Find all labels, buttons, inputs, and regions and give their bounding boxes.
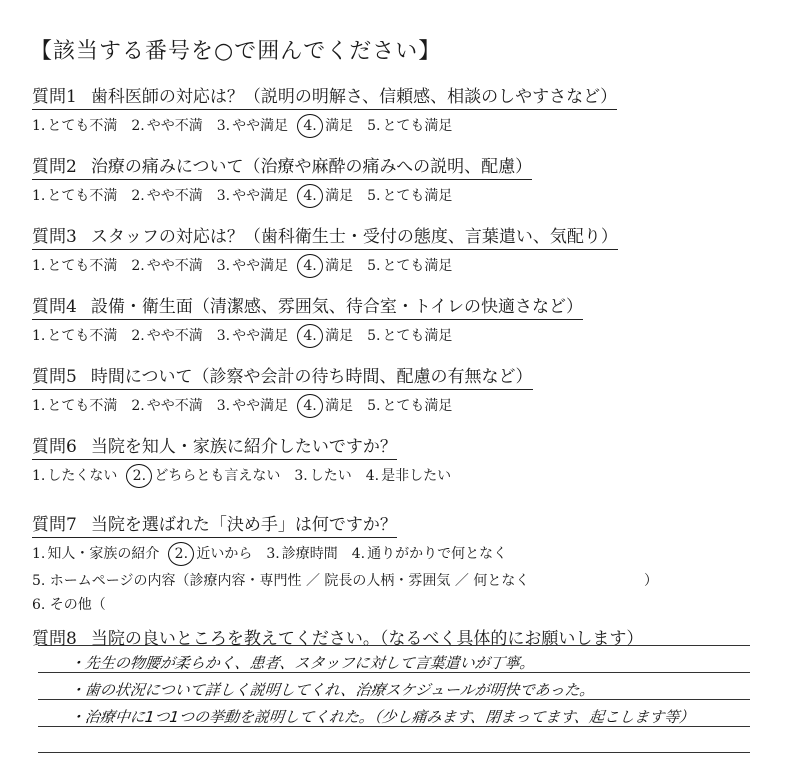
- question-5-option-2[interactable]: [131, 395, 202, 415]
- option-number: 3.: [266, 546, 280, 562]
- question-2-option-1[interactable]: [32, 185, 117, 205]
- question-1-option-4[interactable]: [302, 114, 353, 138]
- question-4-number: 質問4: [32, 297, 77, 317]
- question-5-option-3[interactable]: [217, 395, 288, 415]
- option-number: 5.: [367, 118, 381, 134]
- option-label: とても不満: [47, 398, 118, 414]
- option-label: とても不満: [47, 188, 118, 204]
- option-number: 3.: [216, 188, 231, 204]
- question-2-options: [32, 184, 532, 208]
- question-4-heading: [32, 292, 583, 320]
- option-number: 1.: [32, 398, 46, 414]
- question-6-number: 質問6: [32, 437, 77, 457]
- question-3: [32, 222, 618, 278]
- question-8-heading: [32, 624, 643, 651]
- option-label: やや満足: [232, 328, 289, 344]
- option-label: やや不満: [146, 328, 203, 344]
- option-number: 2.: [131, 258, 145, 274]
- question-6-option-4[interactable]: [366, 465, 451, 485]
- question-4-option-4[interactable]: [302, 324, 353, 348]
- question-5-text: 時間について（診察や会計の待ち時間、配慮の有無など）: [90, 367, 533, 387]
- question-2-option-2[interactable]: [131, 185, 202, 205]
- question-2-option-3[interactable]: [217, 185, 288, 205]
- option-number: 3.: [294, 468, 308, 484]
- question-3-option-4[interactable]: [302, 254, 353, 278]
- option-number: 5.: [367, 398, 381, 414]
- question-7-option-5-label: 5. ホームページの内容（診療内容・専門性 ／ 院長の人柄・雰囲気 ／ 何となく: [32, 573, 530, 589]
- question-7-option-6-label: 6. その他（: [32, 597, 106, 613]
- option-number: 3.: [216, 328, 231, 344]
- option-label: 是非したい: [381, 468, 452, 484]
- question-1-option-3[interactable]: [217, 115, 288, 135]
- circled-number: 4.: [297, 254, 323, 278]
- question-6-option-3[interactable]: [294, 465, 351, 485]
- question-2-text: 治療の痛みについて（治療や麻酔の痛みへの説明、配慮）: [90, 157, 533, 177]
- option-label: とても満足: [382, 328, 453, 344]
- question-5-option-5[interactable]: [367, 395, 452, 415]
- question-6-heading: [32, 432, 397, 460]
- question-7-option-5[interactable]: [32, 570, 658, 590]
- question-7-option-5-close: ）: [644, 573, 658, 589]
- option-number: 5.: [367, 188, 381, 204]
- question-5-heading: [32, 362, 533, 390]
- option-number: 5.: [367, 258, 381, 274]
- question-2: [32, 152, 532, 208]
- option-number: 4.: [365, 468, 380, 484]
- option-number: 4.: [351, 546, 366, 562]
- question-1-number: 質問1: [32, 87, 77, 107]
- circled-number: 4.: [297, 114, 323, 138]
- option-label: やや満足: [232, 118, 289, 134]
- option-label: やや不満: [146, 188, 203, 204]
- question-7-text: 当院を選ばれた「決め手」は何ですか？: [90, 515, 397, 535]
- question-5-option-1[interactable]: [32, 395, 117, 415]
- option-label: とても満足: [382, 258, 453, 274]
- option-label: 近いから: [196, 546, 253, 562]
- option-number: 2.: [131, 188, 145, 204]
- question-2-number: 質問2: [32, 157, 77, 177]
- answer-line-3: ・治療中に1つ1つの挙動を説明してくれた。（少し痛みます、閉まってます、起こします等）: [69, 708, 696, 726]
- question-1-text: 歯科医師の対応は？（説明の明解さ、信頼感、相談のしやすさなど）: [90, 87, 618, 107]
- option-label: 満足: [325, 258, 354, 274]
- option-label: やや不満: [146, 118, 203, 134]
- option-number: 1.: [32, 328, 46, 344]
- question-1: [32, 82, 617, 138]
- option-number: 2.: [131, 328, 145, 344]
- answer-line-2: ・歯の状況について詳しく説明してくれ、治療スケジュールが明快であった。: [69, 681, 596, 699]
- question-4-options: [32, 324, 583, 348]
- question-7-option-4[interactable]: [352, 543, 507, 563]
- question-6-text: 当院を知人・家族に紹介したいですか？: [90, 437, 397, 457]
- option-number: 2.: [131, 118, 145, 134]
- question-3-option-2[interactable]: [131, 255, 202, 275]
- option-label: 診療時間: [281, 546, 338, 562]
- question-4: [32, 292, 583, 348]
- circled-number: 2.: [126, 464, 152, 488]
- question-7-option-6[interactable]: [32, 594, 529, 614]
- question-1-options: [32, 114, 617, 138]
- question-6-option-2[interactable]: [131, 464, 280, 488]
- option-label: したくない: [47, 468, 118, 484]
- option-number: 1.: [32, 118, 46, 134]
- question-7-option-2[interactable]: [173, 542, 252, 566]
- answer-rule: [38, 645, 750, 646]
- option-number: 1.: [32, 188, 46, 204]
- option-label: とても不満: [47, 118, 118, 134]
- option-label: どちらとも言えない: [154, 468, 281, 484]
- question-4-option-5[interactable]: [367, 325, 452, 345]
- question-5-number: 質問5: [32, 367, 77, 387]
- answer-rule: [38, 752, 750, 753]
- option-label: 満足: [325, 118, 354, 134]
- option-number: 3.: [216, 258, 231, 274]
- circled-number: 4.: [297, 184, 323, 208]
- option-label: やや満足: [232, 258, 289, 274]
- option-label: とても満足: [382, 118, 453, 134]
- option-label: とても不満: [47, 258, 118, 274]
- option-label: 満足: [325, 328, 354, 344]
- question-7: [32, 510, 658, 614]
- question-2-option-4[interactable]: [302, 184, 353, 208]
- page-title: 【該当する番号を○で囲んでください】: [30, 39, 442, 64]
- question-3-number: 質問3: [32, 227, 77, 247]
- option-label: やや満足: [232, 398, 289, 414]
- question-3-heading: [32, 222, 618, 250]
- option-number: 1.: [32, 546, 46, 562]
- question-5-options: [32, 394, 533, 418]
- option-label: やや不満: [146, 258, 203, 274]
- question-6-option-1[interactable]: [32, 465, 117, 485]
- question-3-text: スタッフの対応は？（歯科衛生士・受付の態度、言葉遣い、気配り）: [90, 227, 618, 247]
- question-7-options: [32, 542, 529, 566]
- question-7-heading: [32, 510, 397, 538]
- question-4-option-3[interactable]: [217, 325, 288, 345]
- circled-number: 4.: [297, 394, 323, 418]
- question-6-options: [32, 464, 465, 488]
- question-4-option-2[interactable]: [131, 325, 202, 345]
- question-5-option-4[interactable]: [302, 394, 353, 418]
- option-label: 知人・家族の紹介: [47, 546, 160, 562]
- option-number: 3.: [216, 118, 231, 134]
- option-label: 満足: [325, 398, 354, 414]
- answer-line-1: ・先生の物腰が柔らかく、患者、スタッフに対して言葉遣いが丁寧。: [69, 654, 536, 672]
- option-label: とても満足: [382, 398, 453, 414]
- question-4-option-1[interactable]: [32, 325, 117, 345]
- option-number: 1.: [32, 468, 46, 484]
- option-number: 5.: [367, 328, 381, 344]
- circled-number: 4.: [297, 324, 323, 348]
- option-label: したい: [309, 468, 352, 484]
- question-3-option-3[interactable]: [217, 255, 288, 275]
- question-1-option-1[interactable]: [32, 115, 117, 135]
- question-1-option-2[interactable]: [131, 115, 202, 135]
- question-3-option-1[interactable]: [32, 255, 117, 275]
- question-6: [32, 432, 465, 488]
- question-3-option-5[interactable]: [367, 255, 452, 275]
- option-label: やや満足: [232, 188, 289, 204]
- question-3-options: [32, 254, 618, 278]
- question-8-number: 質問8: [32, 629, 77, 649]
- option-label: とても不満: [47, 328, 118, 344]
- question-4-text: 設備・衛生面（清潔感、雰囲気、待合室・トイレの快適さなど）: [90, 297, 583, 317]
- question-5: [32, 362, 533, 418]
- question-2-option-5[interactable]: [367, 185, 452, 205]
- question-2-heading: [32, 152, 532, 180]
- question-7-option-1[interactable]: [32, 543, 159, 563]
- option-label: やや不満: [146, 398, 203, 414]
- option-label: 満足: [325, 188, 354, 204]
- question-7-option-3[interactable]: [266, 543, 337, 563]
- question-1-heading: [32, 82, 617, 110]
- option-number: 1.: [32, 258, 46, 274]
- question-7-number: 質問7: [32, 515, 77, 535]
- question-8-text: 当院の良いところを教えてください。（なるべく具体的にお願いします）: [90, 629, 644, 649]
- option-number: 2.: [131, 398, 145, 414]
- question-8: [32, 624, 643, 651]
- question-1-option-5[interactable]: [367, 115, 452, 135]
- option-number: 3.: [216, 398, 231, 414]
- circled-number: 2.: [168, 542, 194, 566]
- option-label: とても満足: [382, 188, 453, 204]
- option-label: 通りがかりで何となく: [367, 546, 508, 562]
